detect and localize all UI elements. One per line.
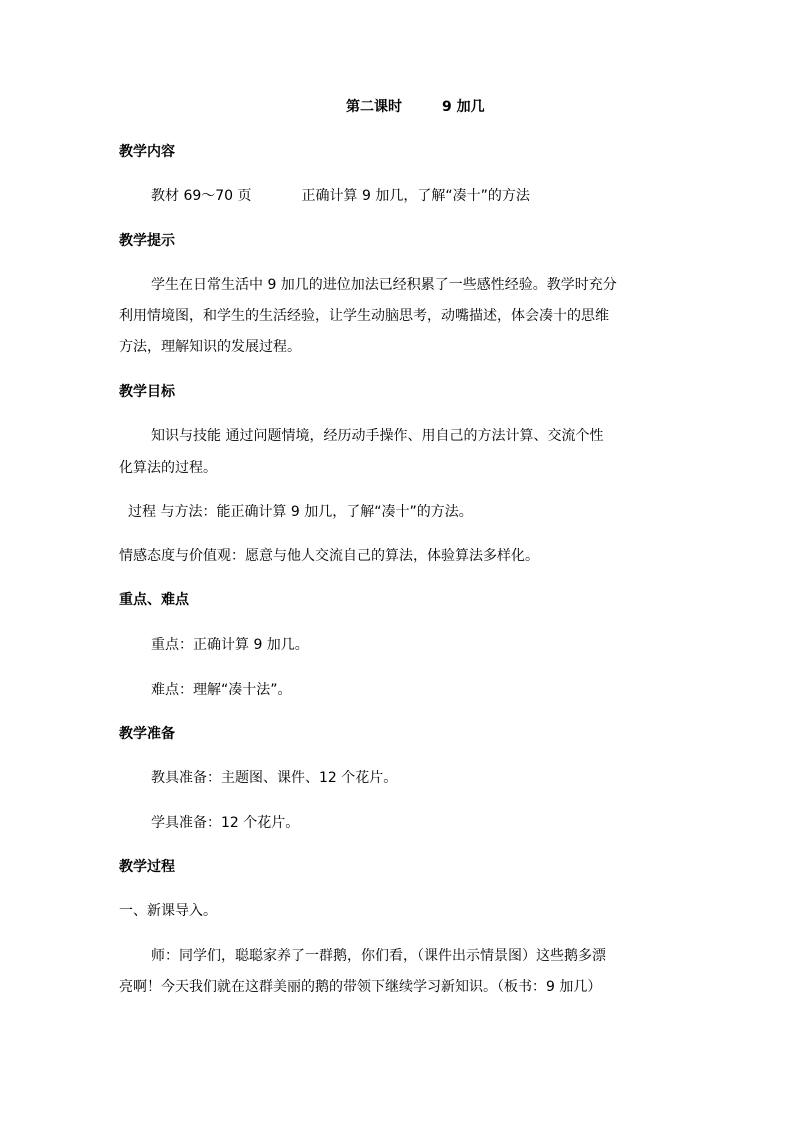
hint-line-2: 利用情境图，和学生的生活经验，让学生动脑思考，动嘴描述，体会凑十的思维 bbox=[119, 308, 609, 324]
lesson-topic: 9 加几 bbox=[442, 99, 485, 115]
section-heading-hint: 教学提示 bbox=[119, 233, 175, 249]
student-prep-line: 学具准备：12 个花片。 bbox=[151, 815, 300, 831]
process-line-1: 师：同学们，聪聪家养了一群鹅，你们看，（课件出示情景图）这些鹅多漂 bbox=[151, 948, 606, 964]
teacher-prep-line: 教具准备：主题图、课件、12 个花片。 bbox=[151, 770, 398, 786]
hint-line-3: 方法，理解知识的发展过程。 bbox=[119, 339, 301, 355]
process-line-2: 亮啊！今天我们就在这群美丽的鹅的带领下继续学习新知识。（板书：9 加几） bbox=[119, 979, 602, 995]
process-step-1: 一、新课导入。 bbox=[119, 903, 217, 919]
goal-line-1: 知识与技能 通过问题情境，经历动手操作、用自己的方法计算、交流个性 bbox=[151, 428, 604, 444]
content-line bbox=[151, 186, 530, 206]
section-heading-process: 教学过程 bbox=[119, 859, 175, 875]
page-title bbox=[346, 97, 485, 117]
section-heading-content: 教学内容 bbox=[119, 144, 175, 160]
goal-line-3: 过程 与方法：能正确计算 9 加几，了解“凑十”的方法。 bbox=[128, 504, 473, 520]
lesson-number: 第二课时 bbox=[346, 99, 402, 115]
section-heading-prep: 教学准备 bbox=[119, 726, 175, 742]
goal-line-4: 情感态度与价值观：愿意与他人交流自己的算法，体验算法多样化。 bbox=[119, 548, 539, 564]
content-topic: 正确计算 9 加几，了解“凑十”的方法 bbox=[301, 188, 530, 204]
difficulty-line: 难点：理解“凑十法”。 bbox=[151, 682, 292, 698]
section-heading-goals: 教学目标 bbox=[119, 384, 175, 400]
hint-line-1: 学生在日常生活中 9 加几的进位加法已经积累了一些感性经验。教学时充分 bbox=[151, 277, 617, 293]
section-heading-key-points: 重点、难点 bbox=[119, 592, 189, 608]
goal-line-2: 化算法的过程。 bbox=[119, 460, 217, 476]
textbook-pages: 教材 69～70 页 bbox=[151, 188, 252, 204]
focus-line: 重点：正确计算 9 加几。 bbox=[151, 637, 309, 653]
